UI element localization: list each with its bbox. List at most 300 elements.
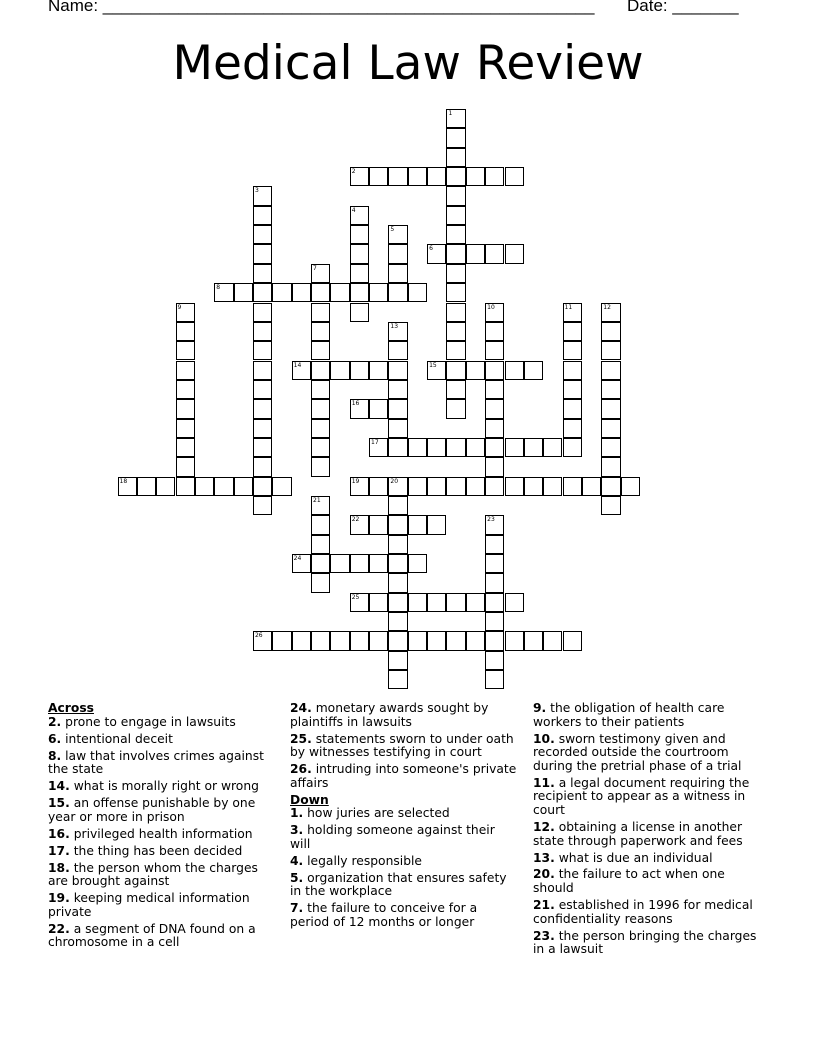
clue-item (48, 862, 270, 889)
grid-cell[interactable] (427, 167, 446, 186)
grid-cell[interactable] (485, 612, 504, 631)
grid-cell[interactable] (253, 303, 272, 322)
grid-cell[interactable] (446, 593, 465, 612)
grid-cell[interactable] (505, 438, 524, 457)
clue-text: what is due an individual (554, 850, 713, 865)
clue-item (290, 872, 518, 899)
clue-number: 2 (351, 168, 356, 176)
clue-number: 7. (290, 901, 304, 916)
clue-number: 17 (371, 438, 379, 446)
grid-cell[interactable] (369, 631, 388, 650)
grid-cell[interactable] (311, 380, 330, 399)
grid-cell[interactable] (446, 631, 465, 650)
grid-cell[interactable] (137, 477, 156, 496)
clue-number: 2. (48, 714, 62, 729)
grid-cell[interactable] (311, 631, 330, 650)
grid-cell[interactable] (466, 631, 485, 650)
grid-cell[interactable] (388, 631, 407, 650)
grid-cell[interactable] (369, 554, 388, 573)
down-clue-list-continued (533, 702, 761, 957)
grid-cell[interactable] (446, 283, 465, 302)
clue-number: 24. (290, 701, 312, 715)
clue-text: the thing has been decided (69, 843, 243, 858)
clue-number: 11. (533, 775, 555, 790)
clue-number: 6 (429, 245, 433, 253)
grid-cell[interactable] (485, 651, 504, 670)
down-clue-list (290, 807, 518, 929)
grid-cell[interactable] (253, 244, 272, 263)
grid-cell[interactable] (408, 283, 427, 302)
clue-number: 7 (313, 264, 317, 272)
grid-cell[interactable] (466, 361, 485, 380)
grid-cell[interactable] (388, 283, 407, 302)
grid-cell[interactable] (388, 651, 407, 670)
grid-cell[interactable] (272, 283, 291, 302)
grid-cell[interactable] (543, 477, 562, 496)
grid-cell[interactable] (330, 283, 349, 302)
grid-cell[interactable] (292, 283, 311, 302)
clue-item (290, 807, 518, 821)
grid-cell[interactable] (543, 631, 562, 650)
grid-cell[interactable] (563, 419, 582, 438)
grid-cell[interactable] (388, 612, 407, 631)
grid-cell[interactable] (427, 593, 446, 612)
clue-number: 14. (48, 779, 70, 794)
grid-cell[interactable] (388, 361, 407, 380)
grid-cell[interactable] (505, 167, 524, 186)
grid-cell[interactable] (485, 438, 504, 457)
clue-number: 23. (533, 928, 555, 943)
grid-cell[interactable] (311, 573, 330, 592)
grid-cell[interactable] (563, 399, 582, 418)
grid-cell[interactable] (253, 322, 272, 341)
grid-cell[interactable] (253, 264, 272, 283)
grid-cell[interactable] (388, 670, 407, 689)
grid-cell[interactable] (446, 225, 465, 244)
clue-number: 19 (351, 477, 360, 485)
grid-cell[interactable] (311, 438, 330, 457)
grid-cell[interactable] (505, 593, 524, 612)
clue-number: 21 (313, 497, 321, 504)
grid-cell[interactable] (350, 631, 369, 650)
clue-text: law that involves crimes against the state (48, 748, 264, 777)
grid-cell[interactable] (408, 438, 427, 457)
clue-text: how juries are selected (303, 806, 450, 821)
grid-cell[interactable] (601, 457, 620, 476)
grid-cell[interactable] (253, 399, 272, 418)
clue-number: 15 (429, 361, 437, 369)
grid-cell[interactable] (311, 515, 330, 534)
grid-cell[interactable] (330, 361, 349, 380)
grid-cell[interactable] (446, 322, 465, 341)
grid-cell[interactable] (253, 283, 272, 302)
grid-cell[interactable] (388, 438, 407, 457)
clue-text: legally responsible (303, 853, 422, 868)
clue-number: 15. (48, 796, 70, 811)
grid-cell[interactable] (466, 167, 485, 186)
grid-cell[interactable] (524, 631, 543, 650)
grid-cell[interactable] (388, 244, 407, 263)
grid-cell[interactable] (446, 167, 465, 186)
grid-cell[interactable] (427, 477, 446, 496)
clue-number: 9 (177, 303, 182, 311)
clue-item (48, 780, 270, 794)
grid-cell[interactable] (388, 496, 407, 515)
clue-item (290, 763, 518, 790)
clue-text: monetary awards sought by plaintiffs in lawsuits (290, 701, 489, 729)
grid-cell[interactable] (563, 631, 582, 650)
clue-number: 25. (290, 731, 312, 746)
grid-cell[interactable] (621, 477, 640, 496)
grid-cell[interactable] (446, 341, 465, 360)
grid-cell[interactable] (601, 399, 620, 418)
grid-cell[interactable] (388, 167, 407, 186)
grid-cell[interactable] (408, 554, 427, 573)
grid-cell[interactable] (563, 477, 582, 496)
grid-cell[interactable] (311, 457, 330, 476)
grid-cell[interactable] (253, 438, 272, 457)
page-title: Medical Law Review (172, 36, 644, 91)
grid-cell[interactable] (369, 361, 388, 380)
grid-cell[interactable] (369, 167, 388, 186)
grid-cell[interactable] (408, 593, 427, 612)
grid-cell[interactable] (446, 380, 465, 399)
clue-number: 14 (293, 361, 302, 369)
clue-number: 1 (448, 110, 453, 117)
clue-text: an offense punishable by one year or more in prison (48, 796, 256, 824)
grid-cell[interactable] (485, 593, 504, 612)
grid-cell[interactable] (446, 399, 465, 418)
clue-item (290, 902, 518, 929)
grid-cell[interactable] (176, 399, 195, 418)
grid-cell[interactable] (446, 186, 465, 205)
grid-cell[interactable] (272, 477, 291, 496)
grid-cell[interactable] (311, 361, 330, 380)
grid-cell[interactable] (485, 380, 504, 399)
grid-cell[interactable] (214, 477, 233, 496)
across-clue-list (48, 716, 270, 950)
clue-item (290, 855, 518, 869)
grid-cell[interactable] (485, 670, 504, 689)
clue-item (290, 824, 518, 851)
grid-cell[interactable] (543, 438, 562, 457)
down-heading: Down (290, 792, 329, 807)
grid-cell[interactable] (388, 554, 407, 573)
date-field-label: Date: _______ (627, 0, 739, 15)
clues-column-3 (533, 702, 761, 960)
clue-number: 4. (290, 853, 304, 868)
grid-cell[interactable] (253, 341, 272, 360)
grid-cell[interactable] (524, 361, 543, 380)
grid-cell[interactable] (485, 573, 504, 592)
clue-item (533, 777, 761, 818)
grid-cell[interactable] (466, 244, 485, 263)
grid-cell[interactable] (485, 361, 504, 380)
clue-number: 6. (48, 731, 62, 746)
grid-cell[interactable] (350, 554, 369, 573)
grid-cell[interactable] (272, 631, 291, 650)
grid-cell[interactable] (195, 477, 214, 496)
clue-text: intentional deceit (61, 731, 173, 746)
grid-cell[interactable] (311, 554, 330, 573)
clue-text: a legal document requiring the recipient to appear as a witness in court (533, 775, 750, 817)
clue-number: 25 (351, 593, 360, 601)
clue-item (533, 821, 761, 848)
clue-text: holding someone against their will (290, 823, 495, 851)
grid-cell[interactable] (485, 341, 504, 360)
grid-cell[interactable] (388, 399, 407, 418)
grid-cell[interactable] (350, 303, 369, 322)
grid-cell[interactable] (330, 554, 349, 573)
grid-cell[interactable] (505, 361, 524, 380)
grid-cell[interactable] (466, 438, 485, 457)
grid-cell[interactable] (408, 167, 427, 186)
clue-number: 22 (351, 516, 360, 524)
name-field-label: Name: ____________________________________________________ (48, 0, 595, 15)
grid-cell[interactable] (601, 477, 620, 496)
clue-number: 5. (290, 870, 304, 885)
grid-cell[interactable] (311, 419, 330, 438)
grid-cell[interactable] (388, 535, 407, 554)
grid-cell[interactable] (253, 477, 272, 496)
clue-number: 4 (351, 206, 356, 214)
grid-cell[interactable] (505, 244, 524, 263)
clue-item (48, 750, 270, 777)
clue-number: 3 (254, 187, 259, 195)
grid-cell[interactable] (601, 438, 620, 457)
grid-cell[interactable] (388, 264, 407, 283)
clue-text: the failure to act when one should (533, 867, 725, 896)
clue-number: 10 (487, 303, 495, 311)
clue-number: 13. (533, 850, 555, 865)
clue-number: 12 (603, 303, 611, 311)
grid-cell[interactable] (427, 515, 446, 534)
grid-cell[interactable] (485, 399, 504, 418)
grid-cell[interactable] (446, 206, 465, 225)
grid-cell[interactable] (369, 399, 388, 418)
clue-text: prone to engage in lawsuits (61, 714, 236, 729)
clue-text: the obligation of health care workers to their patients (533, 701, 725, 729)
clue-text: organization that ensures safety in the workplace (290, 870, 507, 899)
grid-cell[interactable] (446, 244, 465, 263)
clue-number: 18. (48, 860, 70, 875)
grid-cell[interactable] (582, 477, 601, 496)
grid-cell[interactable] (253, 380, 272, 399)
grid-cell[interactable] (311, 399, 330, 418)
grid-cell[interactable] (408, 631, 427, 650)
clue-item (48, 828, 270, 842)
grid-cell[interactable] (253, 206, 272, 225)
clue-number: 1. (290, 806, 304, 821)
clue-text: sworn testimony given and recorded outside the courtroom during the pretrial phase of a trial (533, 731, 742, 773)
grid-cell[interactable] (350, 244, 369, 263)
grid-cell[interactable] (601, 361, 620, 380)
clue-text: privileged health information (69, 826, 253, 841)
clue-text: what is morally right or wrong (69, 779, 259, 794)
grid-cell[interactable] (563, 361, 582, 380)
grid-cell[interactable] (485, 419, 504, 438)
grid-cell[interactable] (446, 264, 465, 283)
across-heading: Across (48, 701, 94, 715)
grid-cell[interactable] (369, 283, 388, 302)
clue-text: statements sworn to under oath by witnesses testifying in court (290, 731, 514, 760)
grid-cell[interactable] (369, 515, 388, 534)
clue-item (533, 702, 761, 729)
grid-cell[interactable] (292, 631, 311, 650)
grid-cell[interactable] (524, 477, 543, 496)
clue-number: 17. (48, 843, 70, 858)
grid-cell[interactable] (311, 303, 330, 322)
clue-item (290, 702, 518, 729)
clue-item (48, 716, 270, 730)
clue-number: 18 (119, 477, 128, 485)
grid-cell[interactable] (485, 244, 504, 263)
grid-cell[interactable] (253, 361, 272, 380)
grid-cell[interactable] (563, 380, 582, 399)
grid-cell[interactable] (408, 515, 427, 534)
clue-number: 5 (390, 226, 395, 234)
grid-cell[interactable] (446, 438, 465, 457)
grid-cell[interactable] (446, 128, 465, 147)
across-clue-list-continued (290, 702, 518, 790)
grid-cell[interactable] (505, 631, 524, 650)
clue-text: the person whom the charges are brought against (48, 860, 258, 889)
grid-cell[interactable] (234, 283, 253, 302)
clues-column-1 (48, 702, 270, 953)
clue-number: 26. (290, 762, 312, 777)
grid-cell[interactable] (176, 341, 195, 360)
grid-cell[interactable] (388, 380, 407, 399)
grid-cell[interactable] (311, 283, 330, 302)
clue-item (533, 899, 761, 926)
grid-cell[interactable] (485, 535, 504, 554)
grid-cell[interactable] (388, 593, 407, 612)
clue-text: keeping medical information private (48, 891, 250, 919)
grid-cell[interactable] (446, 477, 465, 496)
grid-cell[interactable] (427, 631, 446, 650)
clue-number: 23 (487, 516, 495, 524)
clues-column-2 (290, 702, 518, 933)
clue-number: 10. (533, 731, 555, 746)
clue-item (48, 892, 270, 919)
grid-cell[interactable] (311, 341, 330, 360)
grid-cell[interactable] (156, 477, 175, 496)
grid-cell[interactable] (253, 225, 272, 244)
grid-cell[interactable] (485, 167, 504, 186)
grid-cell[interactable] (388, 515, 407, 534)
clue-item (48, 845, 270, 859)
grid-cell[interactable] (601, 380, 620, 399)
grid-cell[interactable] (350, 283, 369, 302)
grid-cell[interactable] (485, 554, 504, 573)
clue-text: established in 1996 for medical confidentiality reasons (533, 898, 753, 926)
grid-cell[interactable] (446, 303, 465, 322)
grid-cell[interactable] (601, 322, 620, 341)
grid-cell[interactable] (466, 477, 485, 496)
clue-number: 21. (533, 898, 555, 913)
grid-cell[interactable] (176, 419, 195, 438)
grid-cell[interactable] (176, 438, 195, 457)
grid-cell[interactable] (524, 438, 543, 457)
clue-item (533, 733, 761, 774)
grid-cell[interactable] (350, 264, 369, 283)
clue-number: 26 (254, 632, 263, 640)
clue-text: a segment of DNA found on a chromosome in a cell (48, 921, 256, 950)
clue-number: 20 (390, 477, 399, 485)
grid-cell[interactable] (350, 361, 369, 380)
grid-cell[interactable] (427, 438, 446, 457)
grid-cell[interactable] (253, 419, 272, 438)
grid-cell[interactable] (388, 341, 407, 360)
clue-item (533, 868, 761, 895)
clue-number: 20. (533, 867, 555, 882)
grid-cell[interactable] (176, 380, 195, 399)
clue-item (533, 930, 761, 957)
clue-number: 8. (48, 748, 62, 763)
grid-cell[interactable] (505, 477, 524, 496)
grid-cell[interactable] (369, 477, 388, 496)
grid-cell[interactable] (563, 341, 582, 360)
clue-number: 24 (293, 555, 302, 563)
clue-text: obtaining a license in another state through paperwork and fees (533, 819, 743, 848)
clue-item (48, 733, 270, 747)
grid-cell[interactable] (176, 477, 195, 496)
grid-cell[interactable] (176, 361, 195, 380)
clue-number: 12. (533, 819, 555, 834)
grid-cell[interactable] (330, 631, 349, 650)
grid-cell[interactable] (485, 631, 504, 650)
clue-text: intruding into someone's private affairs (290, 762, 517, 790)
grid-cell[interactable] (234, 477, 253, 496)
grid-cell[interactable] (176, 322, 195, 341)
grid-cell[interactable] (601, 419, 620, 438)
grid-cell[interactable] (253, 457, 272, 476)
grid-cell[interactable] (601, 496, 620, 515)
clue-item (48, 797, 270, 824)
grid-cell[interactable] (388, 573, 407, 592)
clue-number: 11 (564, 303, 573, 311)
grid-cell[interactable] (446, 361, 465, 380)
grid-cell[interactable] (311, 322, 330, 341)
grid-cell[interactable] (485, 322, 504, 341)
clue-number: 22. (48, 921, 70, 936)
grid-cell[interactable] (563, 438, 582, 457)
clue-number: 19. (48, 891, 70, 906)
grid-cell[interactable] (408, 477, 427, 496)
grid-cell[interactable] (350, 225, 369, 244)
clue-text: the failure to conceive for a period of 12 months or longer (290, 901, 478, 930)
clue-number: 3. (290, 823, 304, 838)
clue-text: the person bringing the charges in a lawsuit (533, 928, 757, 957)
clue-number: 8 (216, 284, 221, 292)
clue-item (533, 852, 761, 866)
grid-cell[interactable] (253, 496, 272, 515)
grid-cell[interactable] (485, 457, 504, 476)
grid-cell[interactable] (466, 593, 485, 612)
clue-item (48, 923, 270, 950)
grid-cell[interactable] (369, 593, 388, 612)
grid-cell[interactable] (485, 477, 504, 496)
grid-cell[interactable] (563, 322, 582, 341)
grid-cell[interactable] (446, 148, 465, 167)
grid-cell[interactable] (601, 341, 620, 360)
clue-number: 9. (533, 701, 547, 715)
clue-item (290, 733, 518, 760)
grid-cell[interactable] (176, 457, 195, 476)
clue-number: 16 (351, 400, 360, 408)
grid-cell[interactable] (311, 535, 330, 554)
grid-cell[interactable] (388, 419, 407, 438)
